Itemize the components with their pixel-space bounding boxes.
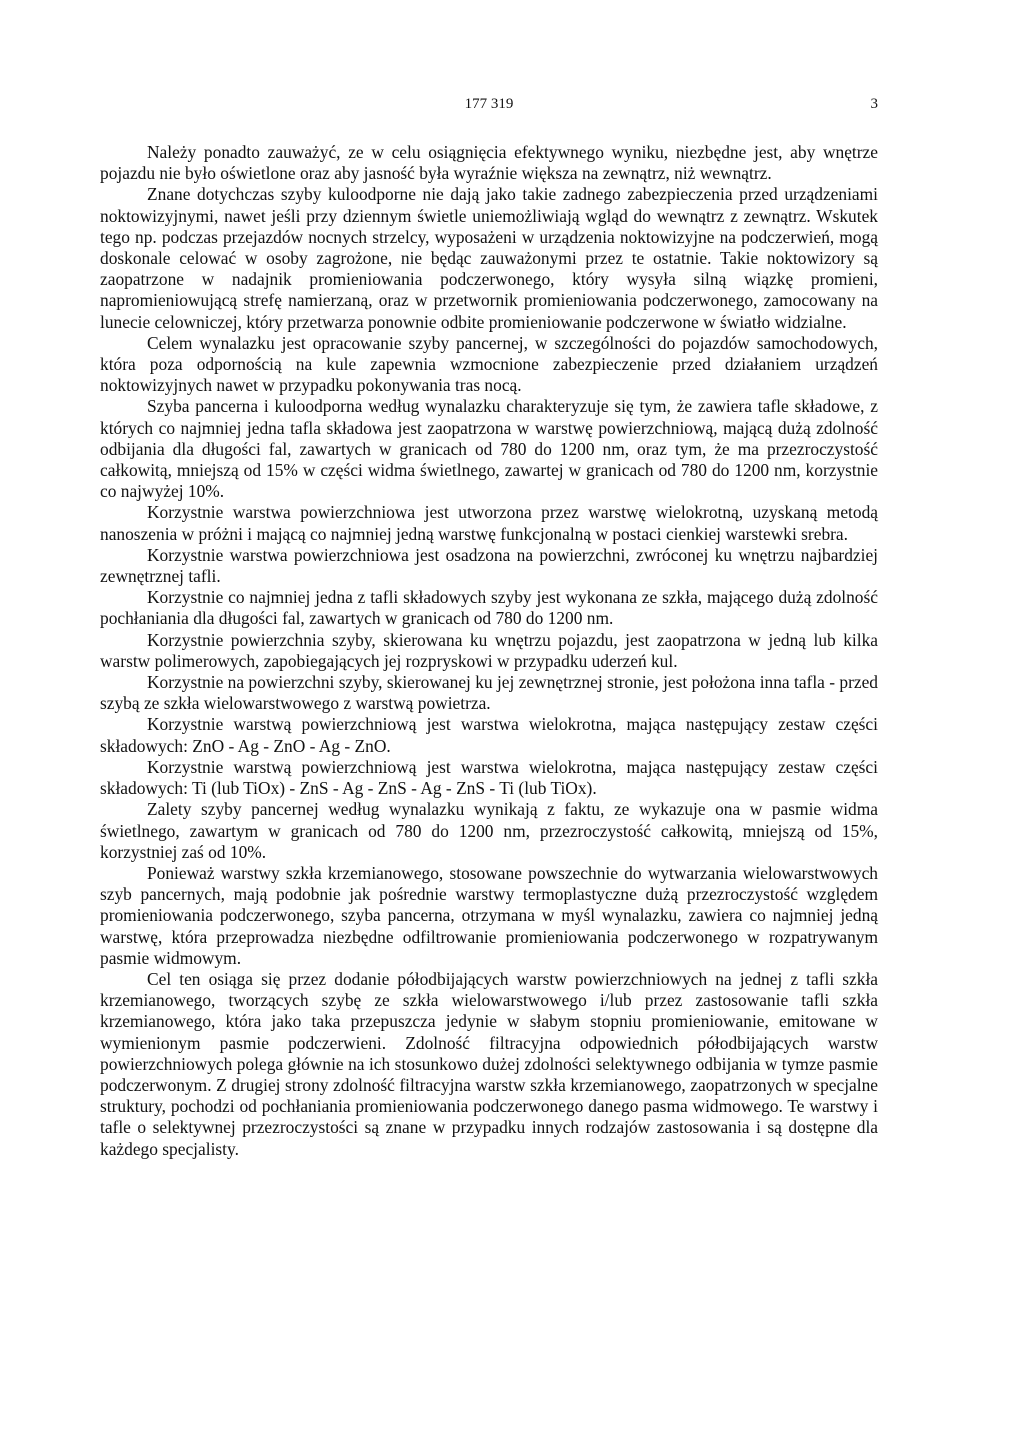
paragraph: Znane dotychczas szyby kuloodporne nie dają jako takie zadnego zabezpieczenia przed urządzeniami noktowizyjnymi, nawet jeśli przy dziennym świetle uniemożliwiają wgląd do wewnątrz z zewnątrz. Wskutek tego np. podczas przejazdów nocnych strzelcy, wyposażeni w urządzenia noktowizyjne na podczerwień, mogą doskonale celować w osoby zagrożone, nie będąc zauważonymi przez te ostatnie. Takie noktowizory są zaopatrzone w nadajnik promieniowania podczerwonego, który wysyła silną wiązkę promieni, napromieniowującą strefę namierzaną, oraz w przetwornik promieniowania podczerwonego, zamocowany na lunecie celowniczej, który przetwarza ponownie odbite promieniowanie podczerwone w światło widzialne. (100, 184, 878, 332)
paragraph: Korzystnie warstwą powierzchniową jest warstwa wielokrotna, mająca następujący zestaw części składowych: ZnO - Ag - ZnO - Ag - ZnO. (100, 714, 878, 756)
paragraph: Zalety szyby pancernej według wynalazku wynikają z faktu, ze wykazuje ona w pasmie widma świetlnego, zawartym w granicach od 780 do 1200 nm, przezroczystość całkowitą, mniejszą od 15%, korzystniej zaś od 10%. (100, 799, 878, 862)
paragraph: Szyba pancerna i kuloodporna według wynalazku charakteryzuje się tym, że zawiera tafle składowe, z których co najmniej jedna tafla składowa jest zaopatrzona w warstwę powierzchniową, mającą dużą zdolność odbijania dla długości fal, zawartych w granicach od 780 do 1200 nm, oraz tym, że ma przezroczystość całkowitą, mniejszą od 15% w części widma świetlnego, zawartej w granicach od 780 do 1200 nm, korzystnie co najwyżej 10%. (100, 396, 878, 502)
paragraph: Korzystnie powierzchnia szyby, skierowana ku wnętrzu pojazdu, jest zaopatrzona w jedną lub kilka warstw polimerowych, zapobiegających jej rozpryskowi w przypadku uderzeń kul. (100, 629, 878, 671)
paragraph: Celem wynalazku jest opracowanie szyby pancernej, w szczególności do pojazdów samochodowych, która poza odpornością na kule zapewnia wzmocnione zabezpieczenie przed działaniem urządzeń noktowizyjnych nawet w przypadku pokonywania tras nocą. (100, 332, 878, 396)
paragraph: Korzystnie na powierzchni szyby, skierowanej ku jej zewnętrznej stronie, jest położona inna tafla - przed szybą ze szkła wielowarstwowego z warstwą powietrza. (100, 672, 878, 714)
paragraph: Cel ten osiąga się przez dodanie półodbijających warstw powierzchniowych na jednej z tafli szkła krzemianowego, tworzących szybę ze szkła wielowarstwowego i/lub przez zastosowanie tafli szkła krzemianowego, która jako taka przepuszcza jedynie w słabym stopniu promieniowanie, emitowane w wymienionym pasmie podczerwieni. Zdolność filtracyjna odpowiednich półodbijających warstw powierzchniowych polega głównie na ich stosunkowo dużej zdolności selektywnego odbijania w tymze pasmie podczerwonym. Z drugiej strony zdolność filtracyjna warstw szkła krzemianowego, zaopatrzonych w specjalne struktury, pochodzi od pochłaniania promieniowania podczerwonego danego pasma widmowego. Te warstwy i tafle o selektywnej przezroczystości są znane w przypadku innych rodzajów zastosowania i są dostępne dla każdego specjalisty. (100, 968, 878, 1159)
page-header (100, 96, 878, 120)
paragraph: Korzystnie warstwą powierzchniową jest warstwa wielokrotna, mająca następujący zestaw części składowych: Ti (lub TiOx) - ZnS - Ag - ZnS - Ag - ZnS - Ti (lub TiOx). (100, 756, 878, 799)
patent-number: 177 319 (464, 96, 514, 112)
paragraph: Korzystnie warstwa powierzchniowa jest osadzona na powierzchni, zwróconej ku wnętrzu najbardziej zewnętrznej tafli. (100, 544, 878, 587)
page-number: 3 (870, 96, 878, 112)
paragraph: Korzystnie co najmniej jedna z tafli składowych szyby jest wykonana ze szkła, mającego dużą zdolność pochłaniania dla długości fal, zawartych w granicach od 780 do 1200 nm. (100, 587, 878, 629)
paragraph: Ponieważ warstwy szkła krzemianowego, stosowane powszechnie do wytwarzania wielowarstwowych szyb pancernych, mają podobnie jak pośrednie warstwy termoplastyczne dużą przezroczystość względem promieniowania podczerwonego, szyba pancerna, otrzymana w myśl wynalazku, zawiera co najmniej jedną warstwę, która przeprowadza niezbędne odfiltrowanie promieniowania podczerwonego w rozpatrywanym pasmie widmowym. (100, 862, 878, 968)
document-body (100, 142, 878, 1160)
paragraph: Korzystnie warstwa powierzchniowa jest utworzona przez warstwę wielokrotną, uzyskaną metodą nanoszenia w próżni i mającą co najmniej jedną warstwę funkcjonalną w postaci cienkiej warstewki srebra. (100, 502, 878, 544)
paragraph: Należy ponadto zauważyć, ze w celu osiągnięcia efektywnego wyniku, niezbędne jest, aby wnętrze pojazdu nie było oświetlone oraz aby jasność była wyraźnie większa na zewnątrz, niż wewnątrz. (100, 142, 878, 184)
